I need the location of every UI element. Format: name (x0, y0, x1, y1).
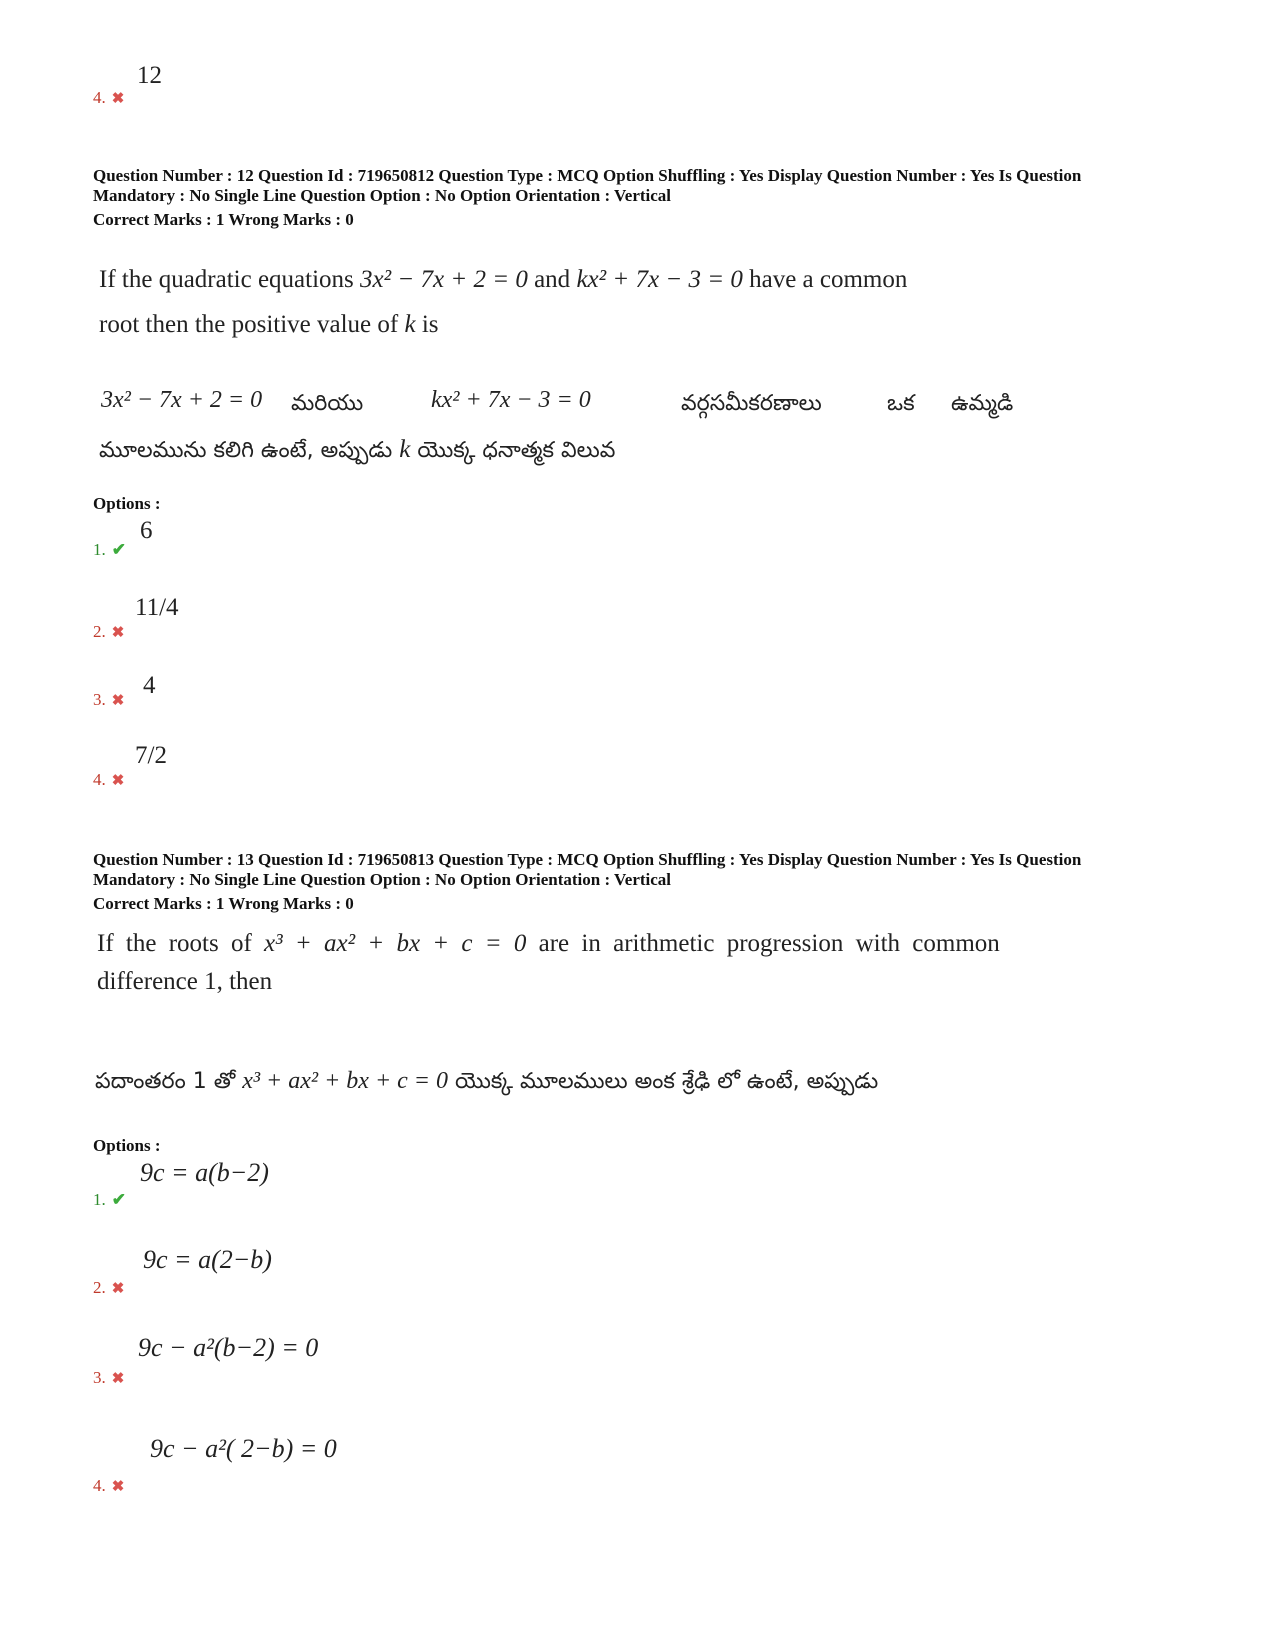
q12-telugu-line2: మూలమును కలిగి ఉంటే, అప్పుడు k యొక్క ధనాత్మక విలువ (99, 436, 616, 463)
cross-icon: ✖ (111, 91, 125, 107)
q13-marks: Correct Marks : 1 Wrong Marks : 0 (93, 894, 354, 913)
top-option-value: 12 (137, 62, 162, 89)
cross-icon: ✖ (111, 625, 125, 641)
cross-icon: ✖ (111, 1281, 125, 1297)
top-option-number: 4. ✖ (93, 88, 125, 107)
q13-option-4-value[interactable]: 9c − a²( 2−b) = 0 (150, 1434, 337, 1463)
q12-option-2-value[interactable]: 11/4 (135, 594, 179, 621)
q12-meta (93, 166, 1203, 230)
q12-option-1[interactable]: 1. ✔ (93, 540, 126, 559)
cross-icon: ✖ (111, 1371, 125, 1387)
q12-option-4-value[interactable]: 7/2 (135, 742, 167, 769)
q13-telugu-line: పదాంతరం 1 తో x³ + ax² + bx + c = 0 యొక్క మూలములు అంక శ్రేఢి లో ఉంటే, అప్పుడు (95, 1068, 879, 1094)
q13-option-3-value[interactable]: 9c − a²(b−2) = 0 (138, 1333, 319, 1362)
check-icon: ✔ (111, 540, 126, 559)
q12-options-label: Options : (93, 494, 161, 513)
q12-option-1-value[interactable]: 6 (140, 517, 153, 544)
q13-option-2[interactable]: 2. ✖ (93, 1278, 125, 1297)
q12-telugu-line1: 3x² − 7x + 2 = 0 మరియు kx² + 7x − 3 = 0 వర్గసమీకరణాలు ఒక ఉమ్మడి (101, 387, 1014, 416)
q13-meta-line2: Mandatory : No Single Line Question Option : No Option Orientation : Vertical (93, 870, 672, 889)
q13-option-4[interactable]: 4. ✖ (93, 1476, 125, 1495)
q13-meta-line1: Question Number : 13 Question Id : 719650813 Question Type : MCQ Option Shuffling : Yes Display Question Number : Yes Is Question (93, 850, 1082, 869)
cross-icon: ✖ (111, 693, 125, 709)
q12-meta-line2: Mandatory : No Single Line Question Option : No Option Orientation : Vertical (93, 186, 672, 205)
cross-icon: ✖ (111, 1479, 125, 1495)
q12-marks: Correct Marks : 1 Wrong Marks : 0 (93, 210, 354, 229)
q12-english-line1: If the quadratic equations 3x² − 7x + 2 = 0 and kx² + 7x − 3 = 0 have a common (99, 266, 908, 293)
q12-option-2[interactable]: 2. ✖ (93, 622, 125, 641)
q12-option-3-value[interactable]: 4 (143, 672, 156, 699)
cross-icon: ✖ (111, 773, 125, 789)
q13-english-line1: If the roots of x³ + ax² + bx + c = 0 are in arithmetic progression with common (97, 930, 1000, 957)
q12-english-line2: root then the positive value of k is (99, 311, 439, 338)
check-icon: ✔ (111, 1190, 126, 1209)
q13-options-label: Options : (93, 1136, 161, 1155)
q13-option-3[interactable]: 3. ✖ (93, 1368, 125, 1387)
q12-option-3[interactable]: 3. ✖ (93, 690, 125, 709)
q13-option-1[interactable]: 1. ✔ (93, 1190, 126, 1209)
q13-meta (93, 850, 1203, 914)
q13-option-1-value[interactable]: 9c = a(b−2) (140, 1158, 269, 1187)
q12-meta-line1: Question Number : 12 Question Id : 719650812 Question Type : MCQ Option Shuffling : Yes Display Question Number : Yes Is Question (93, 166, 1082, 185)
q13-option-2-value[interactable]: 9c = a(2−b) (143, 1245, 272, 1274)
q13-english-line2: difference 1, then (97, 968, 273, 995)
q12-option-4[interactable]: 4. ✖ (93, 770, 125, 789)
